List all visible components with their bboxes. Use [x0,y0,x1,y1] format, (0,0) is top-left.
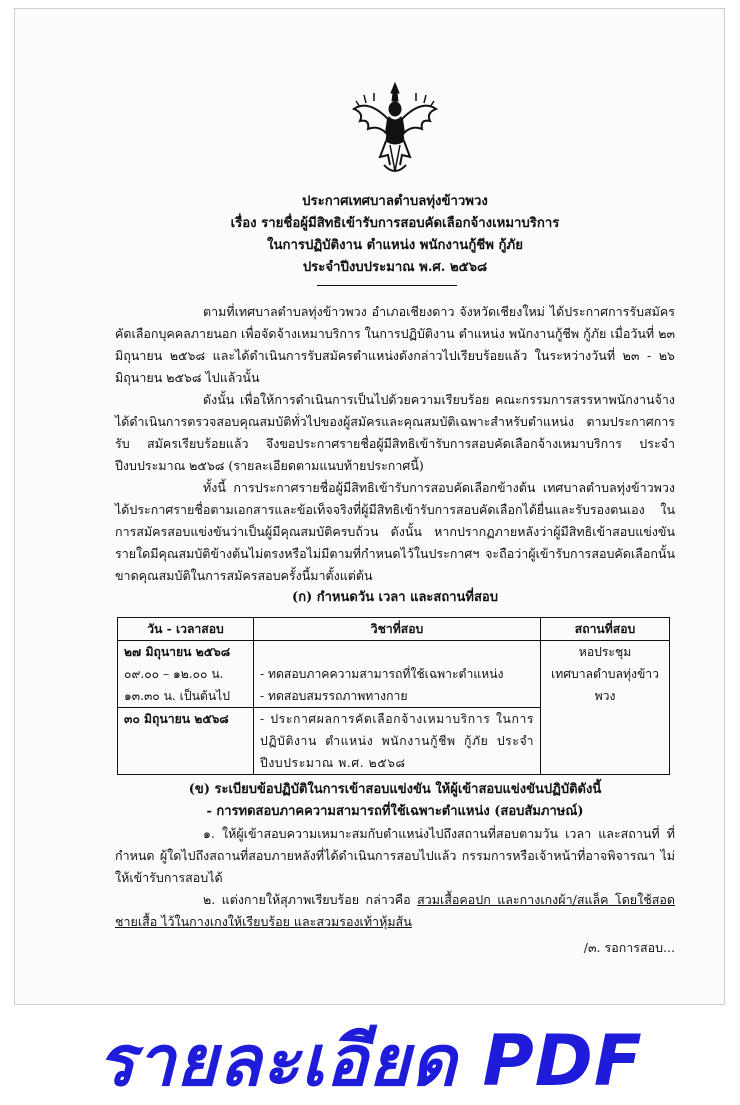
announcement-heading [115,191,675,279]
heading-line-3: ในการปฏิบัติงาน ตำแหน่ง พนักงานกู้ชีพ กู้ภัย [267,238,523,253]
header-venue: สถานที่สอบ [541,618,670,641]
section-b-title: (ข) ระเบียบข้อปฏิบัติในการเข้าสอบแข่งขัน ให้ผู้เข้าสอบแข่งขันปฏิบัติดังนี้ [188,782,602,797]
section-a-title: (ก) กำหนดวัน เวลา และสถานที่สอบ [292,590,498,605]
header-date-time: วัน - เวลาสอบ [118,618,254,641]
row1-subjects [253,641,540,708]
rule-2-prefix: ๒. แต่งกายให้สุภาพเรียบร้อย กล่าวคือ [203,892,418,907]
row1-subject-1: - ทดสอบภาคความสามารถที่ใช้เฉพาะตำแหน่ง [259,667,504,681]
row2-date: ๓๐ มิถุนายน ๒๕๖๘ [124,712,229,726]
table-row [118,641,670,708]
document-page [14,8,725,1005]
pdf-details-link[interactable]: รายละเอียด PDF [97,1020,643,1102]
header-subject: วิชาที่สอบ [253,618,540,641]
garuda-emblem-icon [350,79,440,179]
heading-divider [317,285,457,286]
venue-line-1: หอประชุม [578,645,632,659]
table-header-row [118,618,670,641]
heading-line-1: ประกาศเทศบาลตำบลทุ่งข้าวพวง [302,194,488,209]
heading-line-4: ประจำปีงบประมาณ พ.ศ. ๒๕๖๘ [302,260,488,275]
row1-time-1: ๐๙.๐๐ – ๑๒.๐๐ น. [124,667,224,681]
paragraph-1: ตามที่เทศบาลตำบลทุ่งข้าวพวง อำเภอเชียงดาว จังหวัดเชียงใหม่ ได้ประกาศการรับสมัคร คัดเลือกบุคคลภายนอก เพื่อจัดจ้างเหมาบริการ ในการปฏิบัติงาน ตำแหน่ง พนักงานกู้ชีพ กู้ภัย เมื่อวันที่ ๒๓ มิถุนายน ๒๕๖๘ และได้ดำเนินการรับสมัครตำแหน่งดังกล่าวไปเรียบร้อยแล้ว ในระหว่างวันที่ ๒๓ - ๒๖ มิถุนายน ๒๕๖๘ ไปแล้วนั้น [115,304,675,385]
section-b-subtitle: - การทดสอบภาคความสามารถที่ใช้เฉพาะตำแหน่ง (สอบสัมภาษณ์) [206,804,584,819]
venue-cell [541,641,670,775]
rule-1: ๑. ให้ผู้เข้าสอบความเหมาะสมกับตำแหน่งไปถึงสถานที่สอบตามวัน เวลา และสถานที่ ที่กำหนด ผู้ใดไปถึงสถานที่สอบภายหลังที่ได้ดำเนินการสอบไปแล้ว กรรมการหรือเจ้าหน้าที่อาจพิจารณา ไม่ให้เข้ารับการสอบได้ [115,826,675,885]
row1-date: ๒๗ มิถุนายน ๒๕๖๘ [124,645,231,659]
row1-time-2: ๑๓.๓๐ น. เป็นต้นไป [124,689,231,703]
rule-2 [115,889,675,933]
row1-subject-2: - ทดสอบสมรรถภาพทางกาย [259,689,408,703]
rule-2-dress-code: สวมเสื้อคอปก และกางเกงผ้า/สแล็ค โดยใช้สอด ชายเสื้อ ไว้ในกางเกงให้เรียบร้อย และสวมรองเท้าหุ้มส้น [115,892,675,929]
exam-schedule-table [117,617,670,775]
paragraph-2: ดังนั้น เพื่อให้การดำเนินการเป็นไปด้วยความเรียบร้อย คณะกรรมการสรรหาพนักงานจ้าง ได้ดำเนินการตรวจสอบคุณสมบัติทั่วไปของผู้สมัครและคุณสมบัติเฉพาะสำหรับตำแหน่ง ตามประกาศการรับ สมัครเรียบร้อยแล้ว จึงขอประกาศรายชื่อผู้มีสิทธิเข้ารับการสอบคัดเลือกจ้างเหมาบริการ ประจำปีงบประมาณ ๒๕๖๘ (รายละเอียดตามแนบท้ายประกาศนี้) [115,392,675,473]
venue-line-2: เทศบาลตำบลทุ่งข้าวพวง [551,667,659,703]
row2-date-time [118,708,254,775]
row2-result: - ประกาศผลการคัดเลือกจ้างเหมาบริการ ในการปฏิบัติงาน ตำแหน่ง พนักงานกู้ชีพ กู้ภัย ประจำปีงบประมาณ พ.ศ. ๒๕๖๘ [253,708,540,775]
paragraph-3: ทั้งนี้ การประกาศรายชื่อผู้มีสิทธิเข้ารับการสอบคัดเลือกข้างต้น เทศบาลตำบลทุ่งข้าวพวง ได้ประกาศรายชื่อตามเอกสารและข้อเท็จจริงที่ผู้มีสิทธิเข้ารับการสอบคัดเลือกได้ยื่นและรับรองตนเอง ในการสมัครสอบแข่งขันว่าเป็นผู้มีคุณสมบัติครบถ้วน ดังนั้น หากปรากฏภายหลังว่าผู้มีสิทธิเข้าสอบแข่งขัน รายใดมีคุณสมบัติข้างต้นไม่ตรงหรือไม่มีตามที่กำหนดไว้ในประกาศฯ จะถือว่าผู้เข้ารับการสอบคัดเลือกนั้น ขาดคุณสมบัติในการสมัครสอบครั้งนี้มาตั้งแต่ต้น [115,480,675,583]
row1-date-time [118,641,254,708]
section-b-title-block [115,779,675,823]
page-continuation: /๓. รอการสอบ... [583,940,675,955]
heading-line-2: เรื่อง รายชื่อผู้มีสิทธิเข้ารับการสอบคัดเลือกจ้างเหมาบริการ [230,216,560,231]
